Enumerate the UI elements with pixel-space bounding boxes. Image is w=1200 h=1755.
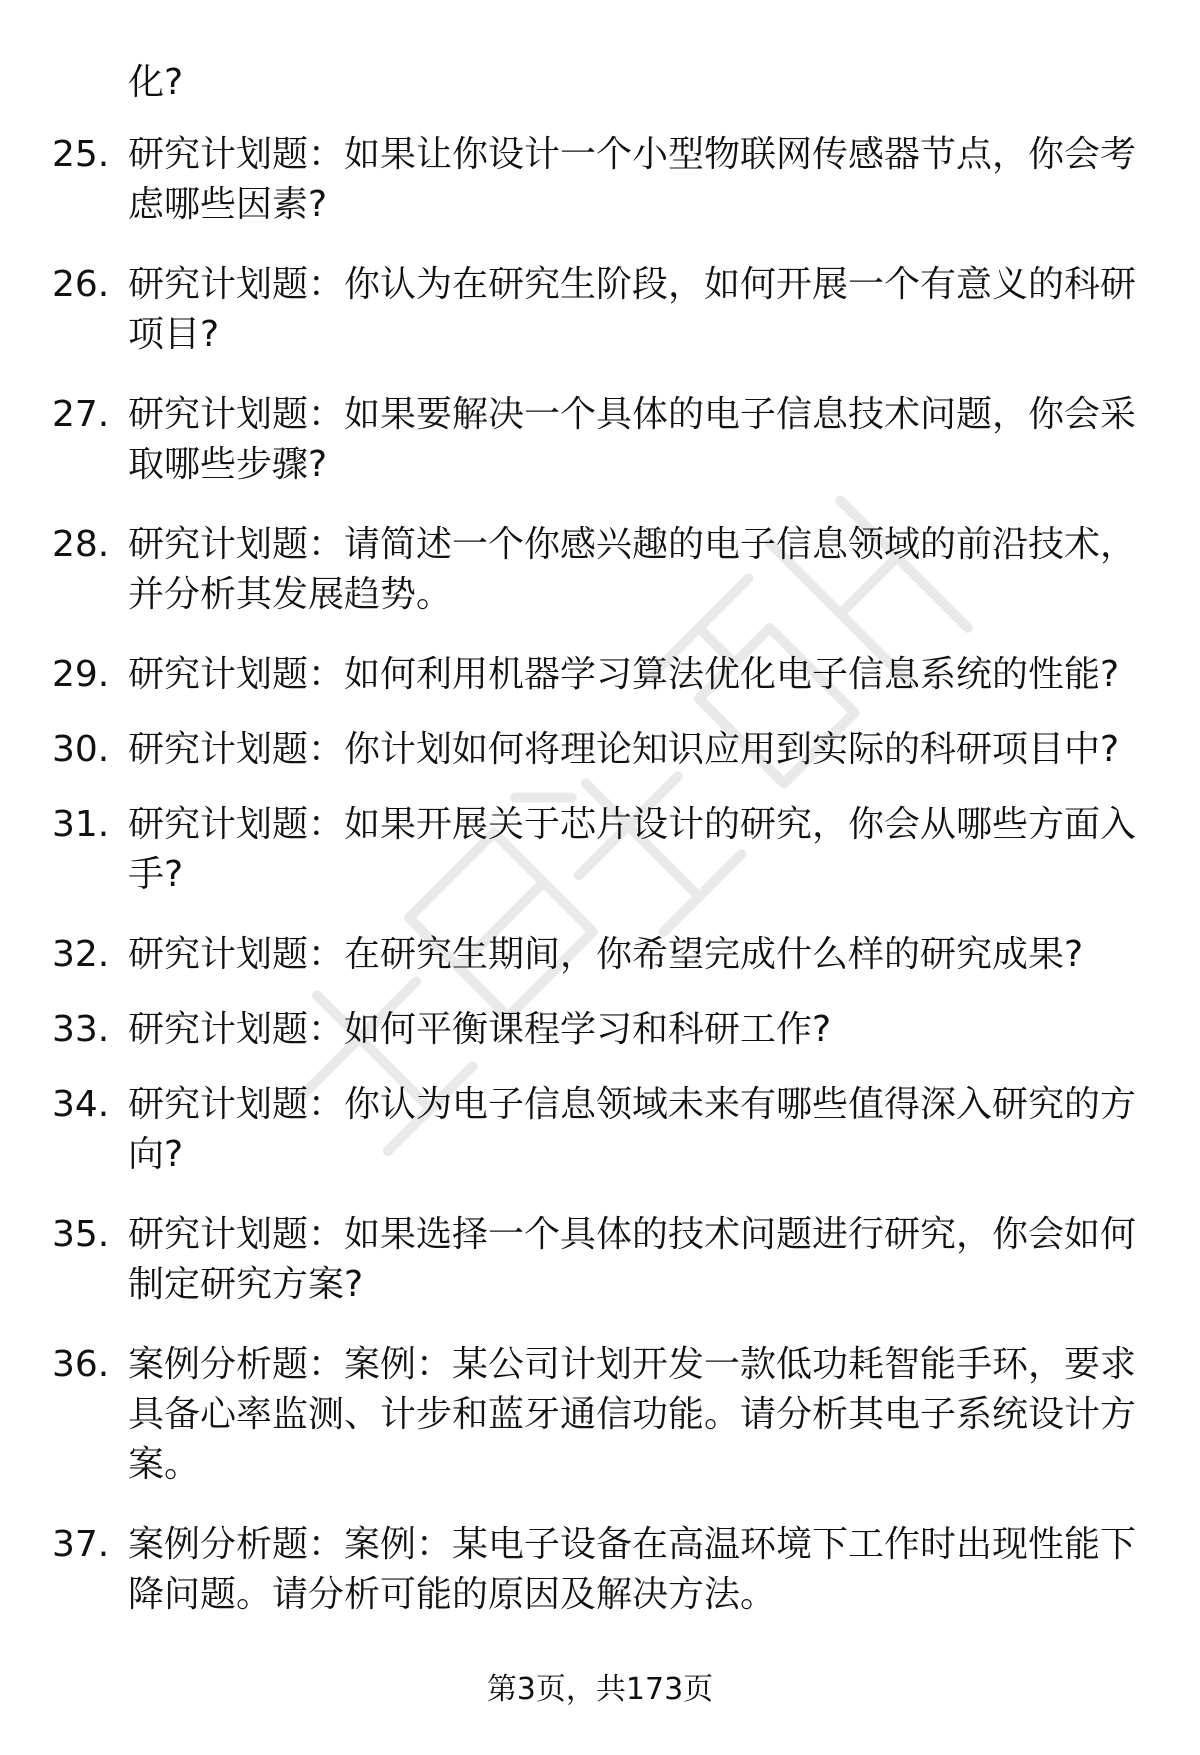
item-number: 34. — [52, 1084, 110, 1125]
list-item — [0, 520, 1200, 620]
list-item — [0, 1340, 1200, 1490]
item-number: 29. — [52, 654, 110, 695]
list-item — [0, 930, 1200, 980]
item-text-line: 研究计划题：请简述一个你感兴趣的电子信息领域的前沿技术， — [128, 524, 1137, 565]
item-number: 28. — [52, 524, 110, 565]
item-text-line: 研究计划题：如果开展关于芯片设计的研究，你会从哪些方面入 — [128, 804, 1137, 845]
list-item — [0, 1080, 1200, 1180]
item-text-line: 案。 — [128, 1444, 201, 1485]
item-text-line: 研究计划题：如果让你设计一个小型物联网传感器节点，你会考 — [128, 134, 1137, 175]
item-text-line: 向? — [128, 1134, 184, 1175]
item-text-line: 取哪些步骤? — [128, 444, 328, 485]
item-text-line: 研究计划题：在研究生期间，你希望完成什么样的研究成果? — [128, 934, 1084, 975]
item-text-line: 虑哪些因素? — [128, 184, 328, 225]
item-text-line: 案例分析题：案例：某电子设备在高温环境下工作时出现性能下 — [128, 1524, 1137, 1565]
item-number: 36. — [52, 1344, 110, 1385]
item-text-line: 手? — [128, 854, 184, 895]
item-number: 31. — [52, 804, 110, 845]
item-text-line: 研究计划题：如何利用机器学习算法优化电子信息系统的性能? — [128, 654, 1120, 695]
item-text-line: 研究计划题：你认为在研究生阶段，如何开展一个有意义的科研 — [128, 264, 1137, 305]
item-text-line: 降问题。请分析可能的原因及解决方法。 — [128, 1574, 777, 1615]
list-item — [0, 260, 1200, 360]
item-number: 32. — [52, 934, 110, 975]
item-text-line: 研究计划题：如果选择一个具体的技术问题进行研究，你会如何 — [128, 1214, 1137, 1255]
item-text-line: 研究计划题：如何平衡课程学习和科研工作? — [128, 1009, 832, 1050]
item-text-line: 制定研究方案? — [128, 1264, 364, 1305]
item-text-line: 研究计划题：如果要解决一个具体的电子信息技术问题，你会采 — [128, 394, 1137, 435]
item-number: 35. — [52, 1214, 110, 1255]
list-item — [0, 1210, 1200, 1310]
list-item — [0, 1520, 1200, 1620]
list-item — [0, 800, 1200, 900]
item-text-line: 项目? — [128, 314, 220, 355]
list-item — [0, 390, 1200, 490]
item-number: 25. — [52, 134, 110, 175]
item-number: 33. — [52, 1009, 110, 1050]
list-item — [0, 650, 1200, 700]
continuation-text: 化? — [128, 62, 184, 103]
item-number: 37. — [52, 1524, 110, 1565]
item-text-line: 具备心率监测、计步和蓝牙通信功能。请分析其电子系统设计方 — [128, 1394, 1137, 1435]
list-item — [0, 130, 1200, 230]
item-text-line: 案例分析题：案例：某公司计划开发一款低功耗智能手环，要求 — [128, 1344, 1137, 1385]
item-text-line: 并分析其发展趋势。 — [128, 574, 453, 615]
item-text-line: 研究计划题：你计划如何将理论知识应用到实际的科研项目中? — [128, 729, 1120, 770]
list-item — [0, 725, 1200, 775]
item-text-line: 研究计划题：你认为电子信息领域未来有哪些值得深入研究的方 — [128, 1084, 1137, 1125]
list-item — [0, 1005, 1200, 1055]
item-number: 26. — [52, 264, 110, 305]
page-footer: 第3页，共173页 — [486, 1672, 714, 1707]
item-number: 30. — [52, 729, 110, 770]
item-number: 27. — [52, 394, 110, 435]
